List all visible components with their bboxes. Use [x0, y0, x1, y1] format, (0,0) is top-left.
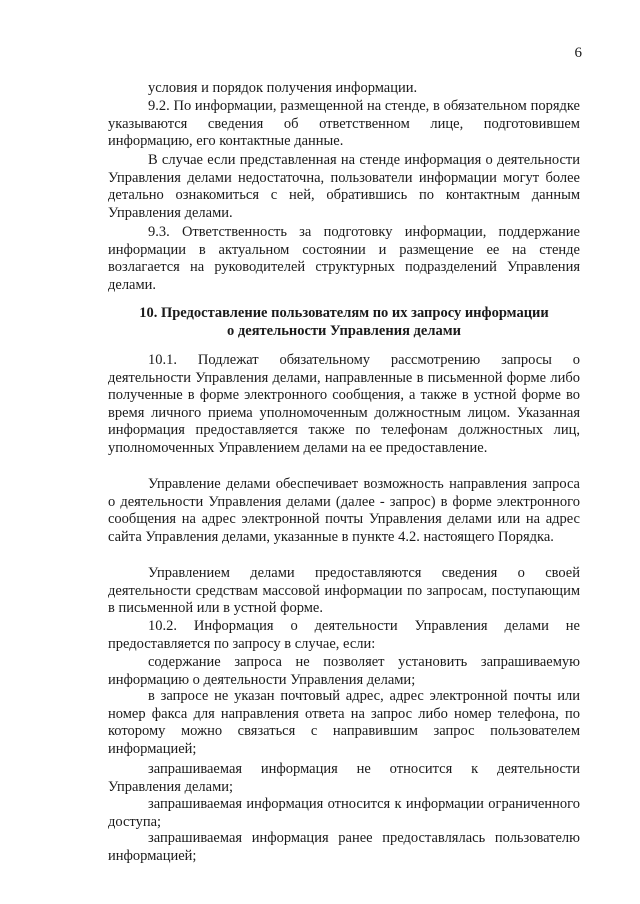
- paragraph: запрашиваемая информация ранее предоставлялась пользователю информацией;: [108, 830, 580, 864]
- paragraph: условия и порядок получения информации.: [148, 80, 418, 96]
- paragraph: запрашиваемая информация относится к информации ограниченного доступа;: [108, 796, 580, 830]
- section-heading: [108, 305, 580, 340]
- paragraph: запрашиваемая информация не относится к деятельности Управления делами;: [108, 761, 580, 795]
- paragraph: в запросе не указан почтовый адрес, адрес электронной почты или номер факса для направления ответа на запрос либо номер телефона, по которому можно связаться с направившим запрос пользователем информацией;: [108, 688, 580, 757]
- paragraph: Управлением делами предоставляются сведения о своей деятельности средствам массовой информации по запросам, поступающим в письменной или в устной форме.: [108, 565, 580, 617]
- page-number: 6: [574, 45, 582, 61]
- section-heading-line: 10. Предоставление пользователям по их запросу информации: [139, 305, 549, 321]
- paragraph: содержание запроса не позволяет установить запрашиваемую информацию о деятельности Управления делами;: [108, 654, 580, 688]
- section-heading-line: о деятельности Управления делами: [227, 322, 461, 339]
- paragraph: 9.2. По информации, размещенной на стенде, в обязательном порядке указываются сведения об ответственном лице, подготовившем информацию, его контактные данные.: [108, 98, 580, 150]
- paragraph: Управление делами обеспечивает возможность направления запроса о деятельности Управления делами (далее - запрос) в форме электронного сообщения на адрес электронной почты Управления делами или на адрес сайта Управления делами, указанные в пункте 4.2. настоящего Порядка.: [108, 476, 580, 545]
- paragraph: 10.1. Подлежат обязательному рассмотрению запросы о деятельности Управления делами, направленные в письменной форме либо полученные в форме электронного сообщения, а также в устной форме во время личного приема уполномоченным должностным лицом. Указанная информация предоставляется также по телефонам должностных лиц, уполномоченных Управлением делами на ее предоставление.: [108, 352, 580, 456]
- paragraph: 9.3. Ответственность за подготовку информации, поддержание информации в актуальном состоянии и размещение ее на стенде возлагается на руководителей структурных подразделений Управления делами.: [108, 224, 580, 293]
- paragraph: 10.2. Информация о деятельности Управления делами не предоставляется по запросу в случае, если:: [108, 618, 580, 652]
- paragraph: В случае если представленная на стенде информация о деятельности Управления делами недостаточна, пользователи информации могут более детально ознакомиться с ней, обратившись по контактным данным Управления делами.: [108, 152, 580, 221]
